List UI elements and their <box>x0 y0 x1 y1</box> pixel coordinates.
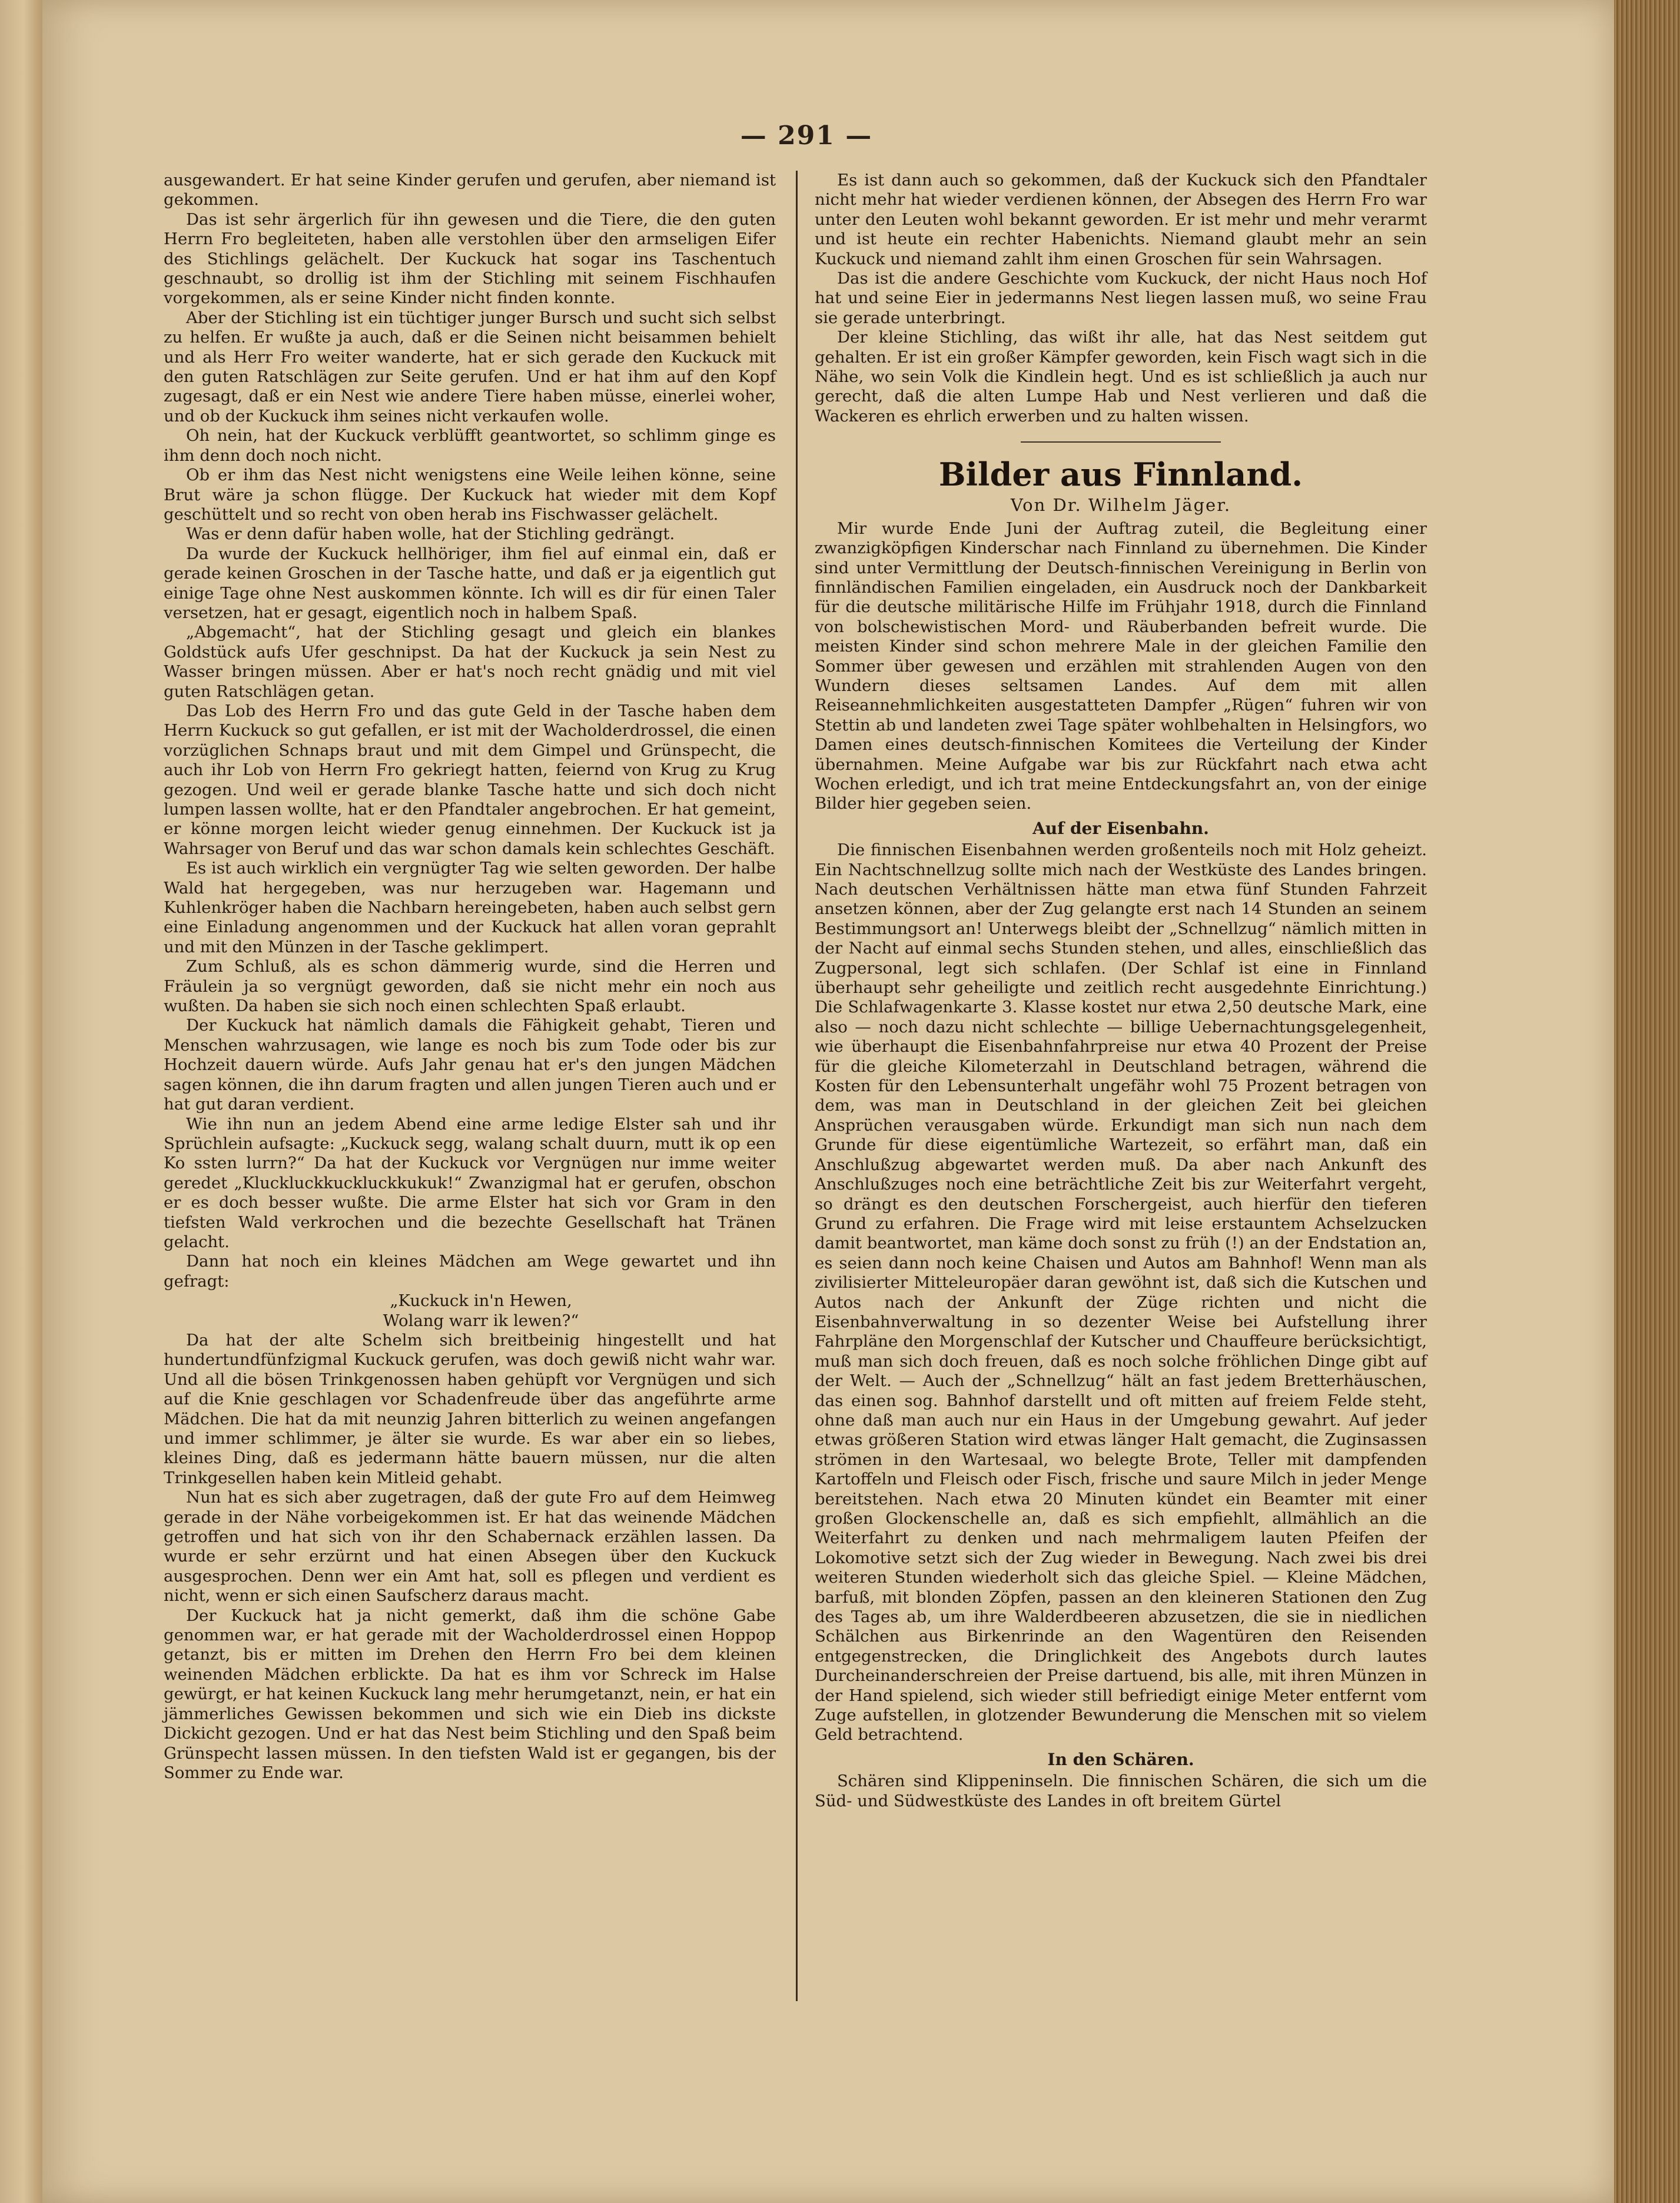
paragraph: Oh nein, hat der Kuckuck verblüfft geantwortet, so schlimm ginge es ihm denn doch noch nicht. <box>164 426 776 465</box>
column-divider <box>796 171 798 2001</box>
paragraph: Mir wurde Ende Juni der Auftrag zuteil, die Begleitung einer zwanzigköpfigen Kinderschar nach Finnland zu übernehmen. Die Kinder sind unter Vermittlung der Deutsch-finnischen Vereinigung in Berlin von finnländischen Familien eingeladen, ein Ausdruck noch der Dankbarkeit für die deutsche militärische Hilfe im Frühjahr 1918, durch die Finnland von bolschewistischen Mord- und Räuberbanden befreit wurde. Die meisten Kinder sind schon mehrere Male in der gleichen Familie den Sommer über gewesen und erzählen mit strahlenden Augen von den Wundern dieses seltsamen Landes. Auf dem mit allen Reiseannehmlichkeiten ausgestatteten Dampfer „Rügen“ fuhren wir von Stettin ab und landeten zwei Tage später wohlbehalten in Helsingfors, wo Damen eines deutsch-finnischen Komitees die Verteilung der Kinder übernahmen. Meine Aufgabe war bis zur Rückfahrt nach etwa acht Wochen erledigt, und ich trat meine Entdeckungsfahrt an, von der einige Bilder hier gegeben seien. <box>815 519 1427 813</box>
paragraph: „Abgemacht“, hat der Stichling gesagt und gleich ein blankes Goldstück aufs Ufer geschnipst. Da hat der Kuckuck ja sein Nest zu Wasser bringen müssen. Aber er hat's noch recht gnädig und mit viel guten Ratschlägen getan. <box>164 623 776 701</box>
paragraph: Das ist sehr ärgerlich für ihn gewesen und die Tiere, die den guten Herrn Fro begleiteten, haben alle verstohlen über den armseligen Eifer des Stichlings gelächelt. Der Kuckuck hat sogar ins Taschentuch geschnaubt, so drollig ist ihm der Stichling mit seinem Fischhaufen vorgekommen, als er seine Kinder nicht finden konnte. <box>164 210 776 308</box>
paragraph: Da hat der alte Schelm sich breitbeinig hingestellt und hat hundertundfünfzigmal Kuckuck gerufen, was doch gewiß nicht wahr war. Und all die bösen Trinkgenossen haben gehüpft vor Vergnügen und sich auf die Knie geschlagen vor Schadenfreude über das angeführte arme Mädchen. Die hat da mit neunzig Jahren bitterlich zu weinen angefangen und immer schlimmer, je älter sie wurde. Es war aber ein so liebes, kleines Ding, daß es jedermann hätte bauern müssen, nur die alten Trinkgesellen haben kein Mitleid gehabt. <box>164 1330 776 1487</box>
page-stack-edge <box>1614 0 1680 2203</box>
right-column <box>815 171 1427 2172</box>
paragraph: Es ist auch wirklich ein vergnügter Tag wie selten geworden. Der halbe Wald hat hergegeben, was nur herzugeben war. Hagemann und Kuhlenkröger haben die Nachbarn hereingebeten, haben auch selbst gern eine Einladung angenommen und der Kuckuck hat allen voran geprahlt und mit den Münzen in der Tasche geklimpert. <box>164 859 776 956</box>
left-column <box>164 171 776 2172</box>
page-number: — 291 — <box>740 121 873 151</box>
paragraph: Wie ihn nun an jedem Abend eine arme ledige Elster sah und ihr Sprüchlein aufsagte: „Kuckuck segg, walang schalt duurn, mutt ik op een Ko ssten lurrn?“ Da hat der Kuckuck vor Vergnügen nur imme weiter geredet „Kluckluckkuckluckkukuk!“ Zwanzigmal hat er gerufen, obschon er es doch besser wußte. Die arme Elster hat sich vor Gram in den tiefsten Wald verkrochen und die bezechte Gesellschaft hat Tränen gelacht. <box>164 1114 776 1251</box>
paragraph: Zum Schluß, als es schon dämmerig wurde, sind die Herren und Fräulein ja so vergnügt geworden, daß sie nicht mehr ein noch aus wußten. Da haben sie sich noch einen schlechten Spaß erlaubt. <box>164 957 776 1016</box>
paragraph: Schären sind Klippeninseln. Die finnischen Schären, die sich um die Süd- und Südwestküste des Landes in oft breitem Gürtel <box>815 1772 1427 1810</box>
previous-page-edge <box>0 0 42 2203</box>
paragraph: Der Kuckuck hat ja nicht gemerkt, daß ihm die schöne Gabe genommen war, er hat gerade mit der Wacholderdrossel einen Hoppop getanzt, bis er mitten im Drehen den Herrn Fro bei dem kleinen weinenden Mädchen erblickte. Da hat es ihm vor Schreck im Halse gewürgt, er hat keinen Kuckuck lang mehr herumgetanzt, nein, er hat ein jämmerliches Gewissen bekommen und sich wie ein Dieb ins dickste Dickicht gezogen. Und er hat das Nest beim Stichling und den Spaß beim Grünspecht lassen müssen. In den tiefsten Wald ist er gegangen, bis der Sommer zu Ende war. <box>164 1606 776 1782</box>
paragraph: ausgewandert. Er hat seine Kinder gerufen und gerufen, aber niemand ist gekommen. <box>164 171 776 210</box>
paragraph: Der Kuckuck hat nämlich damals die Fähigkeit gehabt, Tieren und Menschen wahrzusagen, wie lange es noch bis zum Tode oder bis zur Hochzeit dauern würde. Aufs Jahr genau hat er's den jungen Mädchen sagen können, die ihn darum fragten und allen jungen Tieren auch und er hat gut daran verdient. <box>164 1016 776 1114</box>
paragraph: Der kleine Stichling, das wißt ihr alle, hat das Nest seitdem gut gehalten. Er ist ein großer Kämpfer geworden, kein Fisch wagt sich in die Nähe, wo sein Volk die Kindlein hegt. Und es ist schließlich ja auch nur gerecht, daß die alten Lumpe Hab und Nest verlieren und daß die Wackeren es ehrlich erwerben und zu halten wissen. <box>815 328 1427 426</box>
paragraph: Die finnischen Eisenbahnen werden großenteils noch mit Holz geheizt. Ein Nachtschnellzug sollte mich nach der Westküste des Landes bringen. Nach deutschen Verhältnissen hätte man etwa fünf Stunden Fahrzeit ansetzen können, aber der Zug gelangte erst nach 14 Stunden an seinem Bestimmungsort an! Unterwegs bleibt der „Schnellzug“ nämlich mitten in der Nacht auf einmal sechs Stunden stehen, und alles, einschließlich das Zugpersonal, legt sich schlafen. (Der Schlaf ist eine in Finnland überhaupt sehr geheiligte und zeitlich recht ausgedehnte Einrichtung.) Die Schlafwagenkarte 3. Klasse kostet nur etwa 2,50 deutsche Mark, eine also — noch dazu nicht schlechte — billige Uebernachtungsgelegenheit, wie überhaupt die Eisenbahnfahrpreise nur etwa 40 Prozent der Preise für die gleiche Kilometerzahl in Deutschland betragen, während die Kosten für den Lebensunterhalt ungefähr wohl 75 Prozent betragen von dem, was man in Deutschland in der gleichen Zeit bei gleichen Ansprüchen verausgaben würde. Erkundigt man sich nun nach dem Grunde für diese eigentümliche Wartezeit, so erfährt man, daß ein Anschlußzug abgewartet werden muß. Da aber nach Ankunft des Anschlußzuges noch eine beträchtliche Zeit bis zur Weiterfahrt vergeht, so drängt es den deutschen Forschergeist, auch hierfür den tieferen Grund zu erfahren. Die Frage wird mit leise erstauntem Achselzucken damit beantwortet, man käme doch sonst zu früh (!) an der Endstation an, es seien dann noch keine Chaisen und Autos am Bahnhof! Wenn man als zivilisierter Mitteleuropäer daran gewöhnt ist, daß sich die Kutschen und Autos nach der Ankunft der Züge richten und nicht die Eisenbahnverwaltung in so dezenter Weise bei Aufstellung ihrer Fahrpläne den Morgenschlaf der Kutscher und Chauffeure berücksichtigt, muß man sich doch freuen, daß es noch solche fröhlichen Dinge gibt auf der Welt. — Auch der „Schnellzug“ hält an fast jedem Bretterhäuschen, das einen sog. Bahnhof darstellt und oft mitten auf freiem Felde steht, ohne daß man auch nur ein Haus in der Umgebung gewahrt. Auf jeder etwas größeren Station wird etwas länger Halt gemacht, die Zuginsassen strömen in den Wartesaal, wo belegte Brote, Teller mit dampfenden Kartoffeln und Fleisch oder Fisch, frische und saure Milch in jeder Menge bereitstehen. Nach etwa 20 Minuten kündet ein Beamter mit einer großen Glockenschelle an, daß es sich empfiehlt, allmählich an die Weiterfahrt zu denken und nach mehrmaligem lauten Pfeifen der Lokomotive setzt sich der Zug wieder in Bewegung. Nach zwei bis drei weiteren Stunden wiederholt sich das gleiche Spiel. — Kleine Mädchen, barfuß, mit blonden Zöpfen, passen an den kleineren Stationen den Zug des Tages ab, um ihre Walderdbeeren abzusetzen, die sie in niedlichen Schälchen aus Birkenrinde an den Wagentüren den Reisenden entgegenstrecken, die Dringlichkeit des Angebots durch lautes Durcheinanderschreien der Preise dartuend, bis alle, mit ihren Münzen in der Hand spielend, sich wieder still befriedigt einige Meter entfernt vom Zuge aufstellen, in glotzender Bewunderung die Menschen mit so vielem Geld betrachtend. <box>815 840 1427 1745</box>
paragraph: Aber der Stichling ist ein tüchtiger junger Bursch und sucht sich selbst zu helfen. Er wußte ja auch, daß er die Seinen nicht beisammen behielt und als Herr Fro weiter wanderte, hat er sich gerade den Kuckuck mit den guten Ratschlägen zur Seite gerufen. Und er hat ihm auf den Kopf zugesagt, daß er ein Nest wie andere Tiere haben müsse, einerlei woher, und ob der Kuckuck ihm seines nicht verkaufen wolle. <box>164 308 776 426</box>
verse-line: „Kuckuck in'n Hewen, <box>390 1291 572 1311</box>
paragraph: Das ist die andere Geschichte vom Kuckuck, der nicht Haus noch Hof hat und seine Eier in jedermanns Nest liegen lassen muß, wo seine Frau sie gerade unterbringt. <box>815 269 1427 327</box>
article-byline: Von Dr. Wilhelm Jäger. <box>1010 495 1231 516</box>
verse-line: Wolang warr ik lewen?“ <box>383 1311 579 1330</box>
paragraph: Da wurde der Kuckuck hellhöriger, ihm fiel auf einmal ein, daß er gerade keinen Groschen in der Tasche hatte, und daß er ja eigentlich gut einige Tage ohne Nest auskommen könnte. Ich will es dir für einen Taler versetzen, hat er gesagt, eigentlich noch in halbem Spaß. <box>164 544 776 622</box>
section-heading: In den Schären. <box>1047 1749 1194 1769</box>
paragraph: Das Lob des Herrn Fro und das gute Geld in der Tasche haben dem Herrn Kuckuck so gut gefallen, er ist mit der Wacholderdrossel, die einen vorzüglichen Schnaps braut und mit dem Gimpel und Grünspecht, die auch ihr Lob von Herrn Fro gekriegt hatten, feiernd von Krug zu Krug gezogen. Und weil er gerade blanke Tasche hatte und sich doch nicht lumpen lassen wollte, hat er den Pfandtaler angebrochen. Er hat gemeint, er könne morgen leicht wieder genug einnehmen. Der Kuckuck ist ja Wahrsager von Beruf und das war schon damals kein schlechtes Geschäft. <box>164 701 776 858</box>
paragraph: Dann hat noch ein kleines Mädchen am Wege gewartet und ihn gefragt: <box>164 1252 776 1291</box>
section-rule <box>1021 441 1221 443</box>
paragraph: Was er denn dafür haben wolle, hat der Stichling gedrängt. <box>186 524 675 544</box>
paragraph: Nun hat es sich aber zugetragen, daß der gute Fro auf dem Heimweg gerade in der Nähe vorbeigekommen ist. Er hat das weinende Mädchen getroffen und hat sich von ihr den Schabernack erzählen lassen. Da wurde er sehr erzürnt und hat einen Absegen über den Kuckuck ausgesprochen. Denn wer ein Amt hat, soll es pflegen und verdient es nicht, wenn er sich einen Saufscherz daraus macht. <box>164 1488 776 1606</box>
paragraph: Ob er ihm das Nest nicht wenigstens eine Weile leihen könne, seine Brut wäre ja schon flügge. Der Kuckuck hat wieder mit dem Kopf geschüttelt und so recht von oben herab ins Fischwasser gelächelt. <box>164 466 776 524</box>
article-title: Bilder aus Finnland. <box>938 456 1303 494</box>
paragraph: Es ist dann auch so gekommen, daß der Kuckuck sich den Pfandtaler nicht mehr hat wieder verdienen können, der Absegen des Herrn Fro war unter den Leuten wohl bekannt geworden. Er ist mehr und mehr verarmt und ist heute ein rechter Habenichts. Niemand glaubt mehr an sein Kuckuck und niemand zahlt ihm einen Groschen für sein Wahrsagen. <box>815 171 1427 268</box>
section-heading: Auf der Eisenbahn. <box>1032 818 1209 838</box>
